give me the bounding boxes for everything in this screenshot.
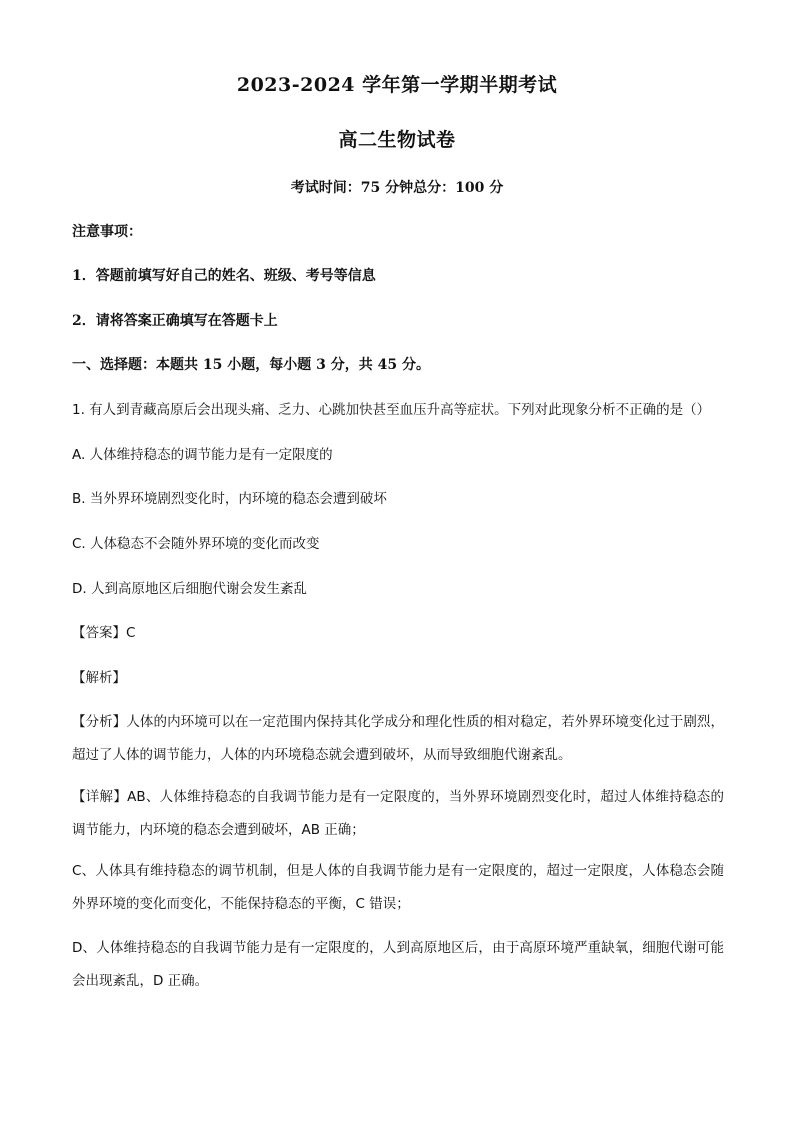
analysis-tag: 【解析】 xyxy=(72,670,126,686)
exam-title-line1: 2023-2024 学年第一学期半期考试 xyxy=(236,74,558,96)
question-stem: 1. 有人到青藏高原后会出现头痛、乏力、心跳加快甚至血压升高等症状。下列对此现象分析不正确的是（） xyxy=(72,402,711,418)
detail-tag: 【详解】 xyxy=(72,789,128,805)
notice-item-1: 1．答题前填写好自己的姓名、班级、考号等信息 xyxy=(72,268,376,284)
exam-title-line2: 高二生物试卷 xyxy=(338,129,456,151)
notice-item-2: 2．请将答案正确填写在答题卡上 xyxy=(72,313,278,329)
answer-line xyxy=(72,623,732,643)
detail-ab-text: AB、人体维持稳态的自我调节能力是有一定限度的，当外界环境剧烈变化时，超过人体维持稳态的调节能力，内环境的稳态会遭到破坏，AB 正确； xyxy=(72,789,725,838)
option-a: A. 人体维持稳态的调节能力是有一定限度的 xyxy=(72,447,333,463)
option-b: B. 当外界环境剧烈变化时，内环境的稳态会遭到破坏 xyxy=(72,491,387,507)
section-heading: 一、选择题：本题共 15 小题，每小题 3 分，共 45 分。 xyxy=(72,357,430,373)
fenxi-text: 人体的内环境可以在一定范围内保持其化学成分和理化性质的相对稳定，若外界环境变化过于剧烈，超过了人体的调节能力，人体的内环境稳态就会遭到破坏，从而导致细胞代谢紊乱。 xyxy=(72,714,725,763)
exam-info: 考试时间：75 分钟总分：100 分 xyxy=(290,180,504,196)
answer-value: C xyxy=(126,625,136,641)
answer-tag: 【答案】 xyxy=(72,625,126,641)
detail-paragraph-ab xyxy=(72,781,724,847)
option-d: D. 人到高原地区后细胞代谢会发生紊乱 xyxy=(72,581,307,597)
notice-heading: 注意事项： xyxy=(72,224,142,240)
detail-paragraph-c: C、人体具有维持稳态的调节机制，但是人体的自我调节能力是有一定限度的，超过一定限度，人体稳态会随外界环境的变化而变化，不能保持稳态的平衡，C 错误； xyxy=(72,863,724,912)
option-c: C. 人体稳态不会随外界环境的变化而改变 xyxy=(72,536,320,552)
fenxi-paragraph xyxy=(72,706,724,772)
detail-paragraph-d: D、人体维持稳态的自我调节能力是有一定限度的，人到高原地区后，由于高原环境严重缺氧，细胞代谢可能会出现紊乱，D 正确。 xyxy=(72,940,724,989)
fenxi-tag: 【分析】 xyxy=(72,714,127,730)
